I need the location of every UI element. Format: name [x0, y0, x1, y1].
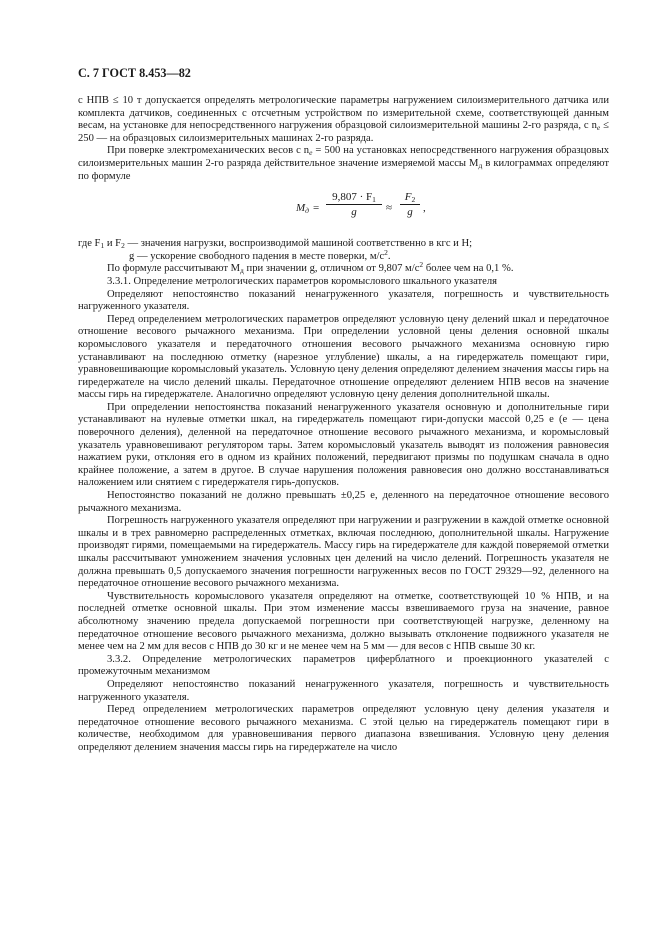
paragraph: Перед определением метрологических параметров определяют условную цену деления указателя и передаточное отношение весового рычажного механизма. С этой целью на гиредержатель помещают гири в количестве, необходимом для уравновешивания первого диапазона взвешивания. Условную цену деления определяют делением значения массы гирь на гиредержателе на число	[78, 704, 609, 753]
formula-legend: g — ускорение свободного падения в месте поверки, $м/с^2$.	[129, 247, 391, 262]
paragraph: Чувствительность коромыслового указателя определяют на отметке, соответствующей 10 % НПВ, и на последней отметке основной шкалы. При этом изменение массы взвешиваемого груза на значение, равное абсолютному значению предела допускаемой погрешности при соответствующей нагрузке, деленному на передаточное отношение весового рычажного механизма, должно вызывать отклонение подвижного указателя не менее чем на 2 мм для весов с НПВ до 30 кг и не менее чем на 5 мм — для весов с НПВ свыше 30 кг.	[78, 590, 609, 653]
paragraph: При поверке электромеханических весов с $n_e = 500$ на установках непосредственного нагружения образцовых силоизмерительных машин 2-го разряда действительное значение измеряемой массы $M_д$ в килограммах определяют по формуле	[78, 145, 609, 182]
section-heading: 3.3.2. Определение метрологических параметров циферблатного и проекционного указателей с промежуточным механизмом	[78, 653, 609, 678]
paragraph: При определении непостоянства показаний ненагруженного указателя основную и дополнительные гири устанавливают на нулевые отметки шкал, на гиредержатель помещают гири-допуски массой 0,25 e (e — цена поверочного деления), деленной на передаточное отношение весового рычажного механизма, и коромысловый указатель уравновешивают регулятором тары. Затем коромысловый указатель выводят из положения равновесия нажатием руки, отклоняя его в одном из крайних положений, передвигают призмы по подушкам сначала в одно крайнее положение, а затем в другое. В случае нарушения положения равновесия оно должно восстанавливаться наложением или снятием с гиредержателя гирь-допусков.	[78, 401, 609, 489]
section-heading: 3.3.1. Определение метрологических параметров коромыслового шкального указателя	[107, 275, 497, 287]
paragraph: Погрешность нагруженного указателя определяют при нагружении и разгружении в каждой отметке основной шкалы и в трех равномерно распределенных отметках, включая последнюю, дополнительной шкалы. Нагружение производят гирями, помещаемыми на гиредержатель. Массу гирь на гиредержателе для каждой поверяемой отметки шкалы рассчитывают умножением значения условных цен делений на число делений. Погрешность указателя не должна превышать 0,5 допускаемого значения погрешности нагруженных весов по ГОСТ 29329—92, деленного на передаточное отношение весового рычажного механизма.	[78, 515, 609, 590]
formula: $M_д$ = $\frac{9,807 \cdot F_1}{g}$ ≈ $\frac{F_2}{g}$ ,	[296, 191, 426, 219]
paragraph: Непостоянство показаний не должно превышать ±0,25 e, деленного на передаточное отношение весового рычажного механизма.	[78, 490, 609, 514]
formula-legend: где $F_1$ и $F_2$ — значения нагрузки, воспроизводимой машиной соответственно в кгс и Н;	[78, 238, 473, 251]
paragraph: Определяют непостоянство показаний ненагруженного указателя, погрешность и чувствительность нагруженного указателя.	[78, 678, 609, 703]
fraction-2: $\frac{F_2}{g}$	[400, 190, 420, 219]
paragraph: По формуле рассчитывают $M_д$ при значении g, отличном от 9,807 $м/с^2$ более чем на 0,1 %.	[107, 260, 514, 276]
fraction-1: $\frac{9,807 \cdot F_1}{g}$	[326, 190, 382, 219]
document-body	[78, 95, 609, 755]
paragraph: Определяют непостоянство показаний ненагруженного указателя, погрешность и чувствительность нагруженного указателя.	[78, 288, 609, 313]
paragraph: Перед определением метрологических параметров определяют условную цену делений шкал и передаточное отношение весового рычажного механизма. При определении условной цены деления основной шкалы коромыслового указателя и передаточного отношения весового рычажного механизма основную гирю устанавливают на последнюю отметку (нарезное углубление) шкалы, а на гиредержатель помещают гири, уравновешивающие коромысловый указатель. Условную цену деления определяют делением значения массы гирь на гиредержателе на число делений шкалы. Передаточное отношение определяют делением НПВ весов на значение массы гирь на гиредержателе. Аналогично определяют условную цену деления дополнительной шкалы.	[78, 313, 609, 401]
paragraph: с НПВ ≤ 10 т допускается определять метрологические параметры нагружением силоизмерительного датчика или комплекта датчиков, соединенных с отсчетным устройством по измерительной схеме, соответствующей данным весам, на установке для непосредственного нагружения образцовой силоизмерительной машины 2-го разряда, с $n_e \le 250$ — на образцовых силоизмерительных машинах 2-го разряда.	[78, 95, 609, 144]
page-header: С. 7 ГОСТ 8.453—82	[78, 66, 191, 80]
